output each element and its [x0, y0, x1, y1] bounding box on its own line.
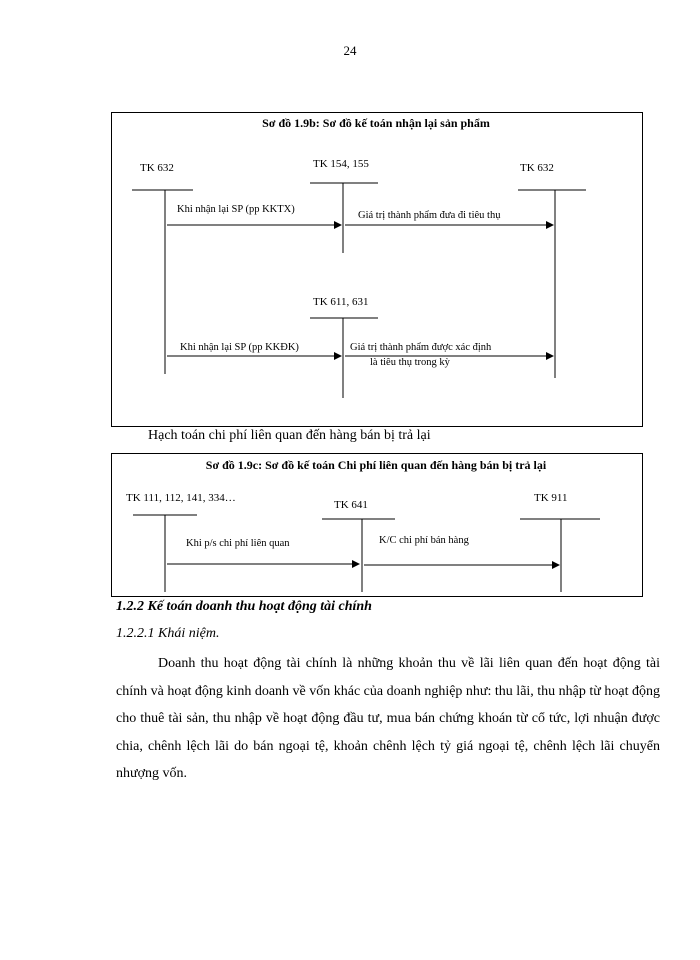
account-left-9c: TK 111, 112, 141, 334…	[126, 492, 236, 504]
diagram-9b-title: Sơ đồ 1.9b: Sơ đồ kế toán nhận lại sản phẩm	[262, 116, 490, 130]
page-number: 24	[343, 43, 357, 58]
flow-label-transfer-to-sale: Giá trị thành phẩm đưa đi tiêu thụ	[358, 210, 501, 221]
subsection-heading: 1.2.2.1 Khái niệm.	[116, 626, 220, 641]
account-middle-bottom-9b: TK 611, 631	[313, 296, 369, 308]
flow-label-kktx: Khi nhận lại SP (pp KKTX)	[177, 204, 295, 215]
paragraph-text: Doanh thu hoạt động tài chính là những khoản thu về lãi liên quan đến hoạt động tài chính và hoạt động kinh doanh về vốn khác của doanh nghiệp như: thu lãi, thu nhập từ hoạt động cho thuê tài sản, thu nhập về hoạt động đầu tư, mua bán chứng khoán từ cổ tức, lợi nhuận được chia, chênh lệch lãi do bán ngoại tệ, khoản chênh lệch tỷ giá ngoại tệ, chênh lệch lãi chuyển nhượng vốn.	[116, 656, 660, 781]
mid-heading: Hạch toán chi phí liên quan đến hàng bán bị trả lại	[148, 428, 431, 443]
flow-label-incurred-cost: Khi p/s chi phí liên quan	[186, 538, 290, 549]
body-paragraph	[116, 650, 660, 788]
flow-label-determined-sold-1: Giá trị thành phẩm được xác định	[350, 342, 492, 353]
flow-label-transfer-selling-cost: K/C chi phí bán hàng	[379, 535, 469, 546]
account-middle-top-9b: TK 154, 155	[313, 158, 369, 170]
section-heading: 1.2.2 Kế toán doanh thu hoạt động tài chính	[116, 599, 372, 614]
account-middle-9c: TK 641	[334, 499, 368, 511]
account-right-9c: TK 911	[534, 492, 568, 504]
flow-label-kkdk: Khi nhận lại SP (pp KKĐK)	[180, 342, 299, 353]
diagram-9c-title: Sơ đồ 1.9c: Sơ đồ kế toán Chi phí liên quan đến hàng bán bị trả lại	[205, 458, 547, 472]
flow-label-determined-sold-2: là tiêu thụ trong kỳ	[370, 357, 450, 368]
account-left-9b: TK 632	[140, 162, 174, 174]
account-right-9b: TK 632	[520, 162, 554, 174]
